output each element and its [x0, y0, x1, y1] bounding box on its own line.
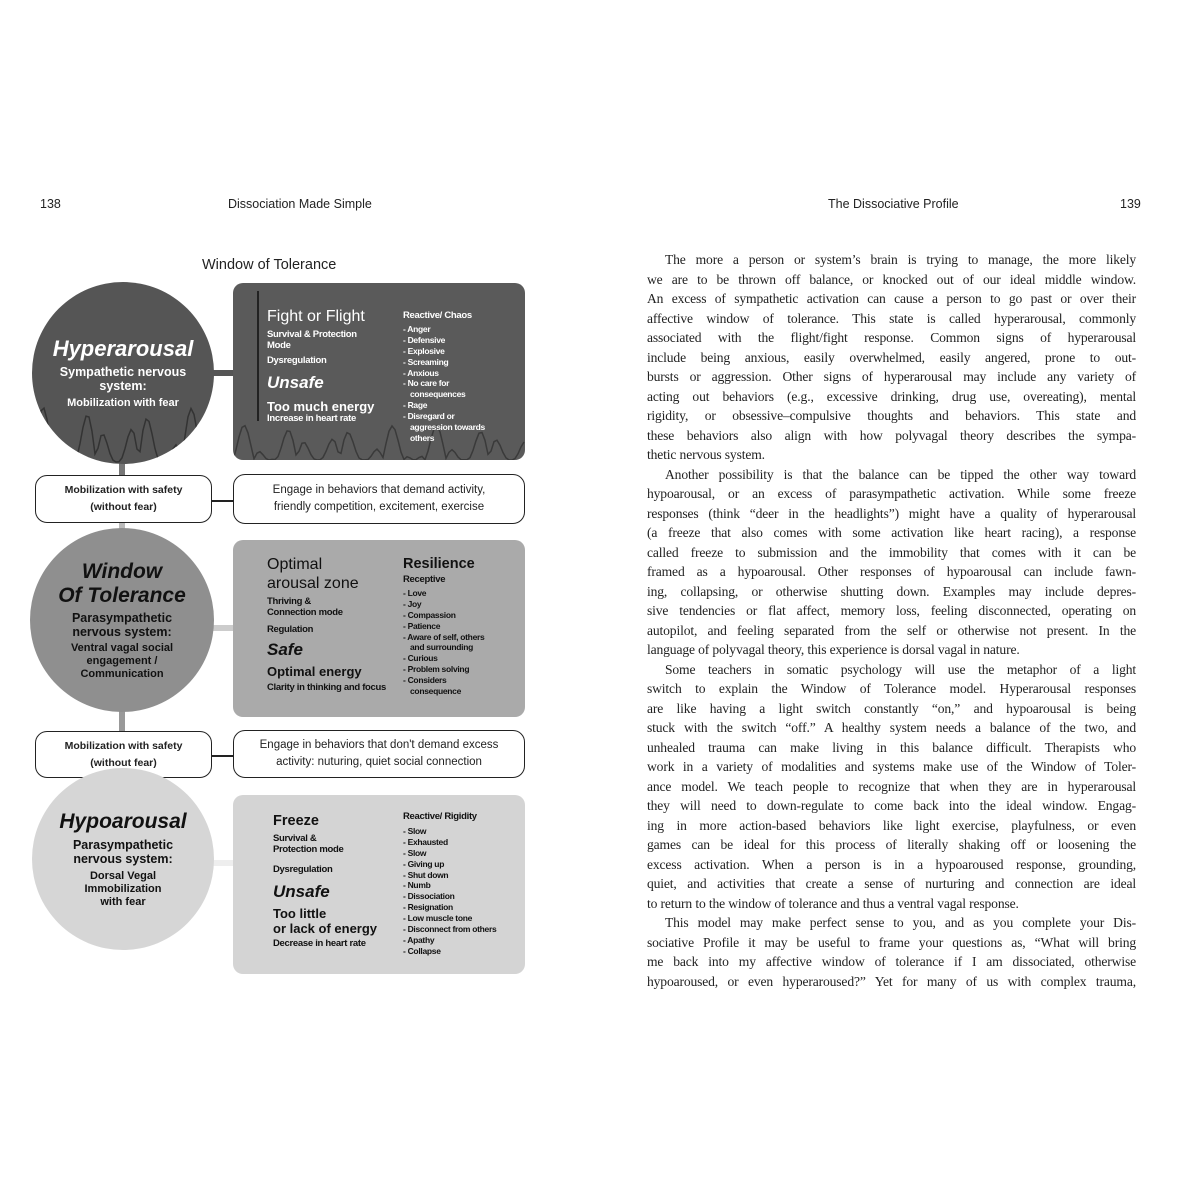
pill-line: (without fear): [90, 756, 157, 769]
list-item: - Curious: [403, 653, 438, 664]
list-item: - Slow: [403, 847, 427, 858]
list-item: - Anger: [403, 323, 431, 334]
text-line: affective window of tolerance. This state is called hyperarousal, commonly: [647, 310, 1136, 326]
hypo-heart: Decrease in heart rate: [273, 938, 366, 949]
hypo-system: Parasympathetic nervous system:: [72, 838, 174, 866]
page-number-left: 138: [40, 197, 61, 211]
window-box: [233, 540, 525, 717]
window-of-tolerance-circle: [30, 528, 214, 712]
text-line: sociative Profile it may be useful to frame your questions as, “What will bring: [647, 934, 1136, 950]
list-item: - Disregard or: [403, 411, 455, 422]
list-item: - Aware of self, others: [403, 631, 485, 642]
text-line: This model may make perfect sense to you, and as you complete your Dis-: [665, 915, 1136, 930]
window-title-1: Window: [81, 559, 163, 583]
activity-line: Engage in behaviors that demand activity,: [272, 484, 486, 496]
hypo-mode-1: Survival &: [273, 833, 317, 844]
text-line: we are to be thrown off balance, or knocked out of our ideal middle window.: [647, 271, 1136, 287]
connector: [119, 710, 125, 732]
hypo-heading: Freeze: [273, 813, 319, 829]
list-item: - Defensive: [403, 334, 446, 345]
text-line: associated with the flight/fight response. Common signs of hyperarousal: [647, 330, 1136, 345]
text-line: responses (think “deer in the headlights”) might have a quality of hyperarousal: [647, 505, 1136, 521]
pill-line: (without fear): [90, 501, 157, 513]
text-line: The more a person or system’s brain is trying to manage, the more likely: [665, 252, 1136, 267]
list-item: others: [410, 432, 435, 443]
text-line: work in a variety of modalities and systems make use of the Window of Toler-: [647, 759, 1136, 774]
list-item: - Rage: [403, 400, 428, 411]
text-line: to return to the window of tolerance and thus a ventral vagal response.: [647, 895, 1019, 911]
connector: [210, 755, 235, 757]
hypoarousal-box: [233, 795, 525, 974]
text-line: hypoarousal, or an excess of parasympathetic activation. While some freeze: [647, 486, 1136, 501]
window-regulation: Regulation: [267, 624, 314, 635]
text-line: ance model. We teach people to recognize that when they are in hyperarousal: [647, 778, 1136, 794]
list-item: consequences: [410, 389, 466, 400]
window-heading-1: Optimal: [267, 556, 323, 573]
hyper-regulation: Dysregulation: [267, 355, 327, 366]
list-item: - Resignation: [403, 902, 453, 913]
text-line: bursts or aggression. Other signs of hyperarousal may include any variety of: [647, 369, 1136, 384]
hypo-activity-box: [233, 730, 525, 778]
text-line: ing, collapsing, or otherwise shutting down. Examples may include depres-: [647, 583, 1136, 599]
text-line: they will need to down-regulate to come back into the ideal window. Engag-: [647, 798, 1136, 813]
text-line: stuck with the switch “off.” A healthy system needs a balance of the two, and: [647, 720, 1136, 735]
hyper-system: Sympathetic nervous system:: [59, 365, 187, 393]
window-system: Parasympathetic nervous system:: [71, 610, 173, 639]
list-item: - Numb: [403, 880, 431, 891]
window-title-2: Of Tolerance: [58, 583, 186, 607]
window-mode-2: Connection mode: [267, 607, 343, 618]
hyper-heading: Fight or Flight: [267, 308, 365, 325]
window-list-title: Receptive: [403, 574, 446, 585]
window-list: [403, 588, 484, 697]
text-line: (a freeze that also comes with some activation like heart racing), a response: [647, 525, 1136, 540]
connector: [210, 500, 235, 502]
text-line: quiet, and activities that create a sense of nurturing and connection are ideal: [647, 876, 1136, 891]
text-line: hypoaroused, or even hyperaroused?” Yet for many of us with complex trauma,: [647, 973, 1136, 989]
list-item: - Joy: [403, 598, 422, 609]
list-item: - Compassion: [403, 609, 456, 620]
window-mode-1: Thriving &: [267, 596, 311, 607]
hyper-safety: Unsafe: [267, 373, 324, 392]
list-item: - Exhausted: [403, 836, 448, 847]
hyper-heart: Increase in heart rate: [267, 413, 356, 424]
hyper-list: [403, 324, 485, 444]
text-line: ing in more action-based behaviors like light exercise, playfulness, or even: [647, 817, 1136, 833]
list-item: - Screaming: [403, 356, 449, 367]
activity-line: activity: nuturing, quiet social connection: [276, 756, 482, 768]
text-line: switch to explain the Window of Tolerance model. Hyperarousal responses: [647, 681, 1136, 696]
text-line: Some teachers in somatic psychology will use the metaphor of a light: [665, 661, 1136, 677]
text-line: excess activation. When a person is in a hypoaroused response, grounding,: [647, 856, 1136, 872]
hyperarousal-circle: [32, 282, 214, 464]
hypo-list: [403, 826, 496, 957]
list-item: - Patience: [403, 620, 441, 631]
text-line: rigidity, or obsessive–compulsive thoughts and behaviors. This state and: [647, 408, 1136, 423]
list-item: - Dissociation: [403, 891, 455, 902]
window-safety: Safe: [267, 640, 303, 659]
hyper-energy: Too much energy: [267, 399, 375, 414]
text-line: include being anxious, easily overwhelmed, easily angered, prone to out-: [647, 349, 1136, 365]
list-item: - Problem solving: [403, 664, 470, 675]
list-item: - Slow: [403, 825, 427, 836]
list-item: - Considers: [403, 675, 447, 686]
mobilization-pill-1: [35, 475, 212, 523]
list-item: - Disconnect from others: [403, 924, 497, 935]
hypo-energy-2: or lack of energy: [273, 921, 378, 936]
window-heading-2: arousal zone: [267, 575, 359, 592]
list-item: aggression towards: [410, 422, 485, 433]
list-item: - Collapse: [403, 945, 441, 956]
body-text: [647, 250, 1136, 991]
hypo-title: Hypoarousal: [59, 810, 187, 833]
text-line: acting out behaviors (e.g., excessive drinking, drug use, overeating), mental: [647, 388, 1136, 404]
page-number-right: 139: [1120, 197, 1141, 211]
list-item: - Love: [403, 587, 427, 598]
running-head-left: Dissociation Made Simple: [228, 197, 372, 211]
text-line: Another possibility is that the balance can be tipped the other way toward: [665, 466, 1136, 482]
window-vagal: Ventral vagal social engagement / Communication: [70, 641, 174, 680]
hyperarousal-box: [233, 283, 525, 460]
hyperarousal-title: Hyperarousal: [52, 336, 194, 361]
text-line: games can be ideal for this process of literally shaking off or loosening the: [647, 837, 1136, 852]
text-line: language of polyvagal theory, this experience is dorsal vagal in nature.: [647, 642, 1020, 657]
hypo-safety: Unsafe: [273, 882, 330, 901]
pill-line: Mobilization with safety: [64, 739, 183, 752]
window-list-heading: Resilience: [403, 556, 475, 572]
text-line: are like having a light switch constantly “on,” and hypoarousal is being: [647, 700, 1136, 716]
list-item: - Shut down: [403, 869, 449, 880]
list-item: - Giving up: [403, 858, 445, 869]
list-item: - Explosive: [403, 345, 445, 356]
list-item: - Apathy: [403, 934, 435, 945]
running-head-right: The Dissociative Profile: [828, 197, 959, 211]
hyper-list-title: Reactive/ Chaos: [403, 310, 472, 321]
activity-line: friendly competition, excitement, exercise: [273, 501, 485, 513]
activity-line: Engage in behaviors that don't demand excess: [259, 739, 499, 751]
text-line: thetic nervous system.: [647, 447, 765, 462]
hyper-mode: Survival & Protection Mode: [267, 329, 357, 351]
list-item: - Low muscle tone: [403, 913, 473, 924]
hyper-activity-box: [233, 474, 525, 524]
list-item: and surrounding: [410, 642, 474, 653]
pill-line: Mobilization with safety: [64, 484, 183, 496]
list-item: - Anxious: [403, 367, 439, 378]
hypo-dorsal: Dorsal Vegal Immobilization with fear: [84, 870, 162, 908]
text-line: called freeze to submission and the immobility that comes with it can be: [647, 544, 1136, 560]
hypo-list-title: Reactive/ Rigidity: [403, 811, 477, 822]
list-item: consequence: [410, 686, 462, 697]
window-clarity: Clarity in thinking and focus: [267, 682, 387, 693]
text-line: unhealed trauma can make living in this balance difficult. Therapists who: [647, 739, 1136, 755]
hypo-energy-1: Too little: [273, 906, 327, 921]
text-line: me back into my affective window of tolerance if I am dissociated, otherwise: [647, 954, 1136, 969]
text-line: autopilot, and feeling separated from the self or otherwise not present. In the: [647, 622, 1136, 638]
hypo-mode-2: Protection mode: [273, 844, 344, 855]
list-item: - No care for: [403, 378, 450, 389]
hypoarousal-circle: [32, 768, 214, 950]
hypo-regulation: Dysregulation: [273, 864, 333, 875]
diagram-title: Window of Tolerance: [202, 257, 337, 273]
text-line: sive tendencies or flat affect, memory loss, feeling disconnected, operating on: [647, 603, 1136, 618]
text-line: these behaviors also align with how polyvagal theory describes the sympa-: [647, 427, 1136, 443]
text-line: An excess of sympathetic activation can cause a person to go past or over their: [647, 291, 1136, 306]
text-line: framed as a hypoarousal. Other responses of hypoarousal can include fawn-: [647, 564, 1136, 579]
window-energy: Optimal energy: [267, 664, 362, 679]
hyper-mobilization: Mobilization with fear: [67, 397, 179, 409]
